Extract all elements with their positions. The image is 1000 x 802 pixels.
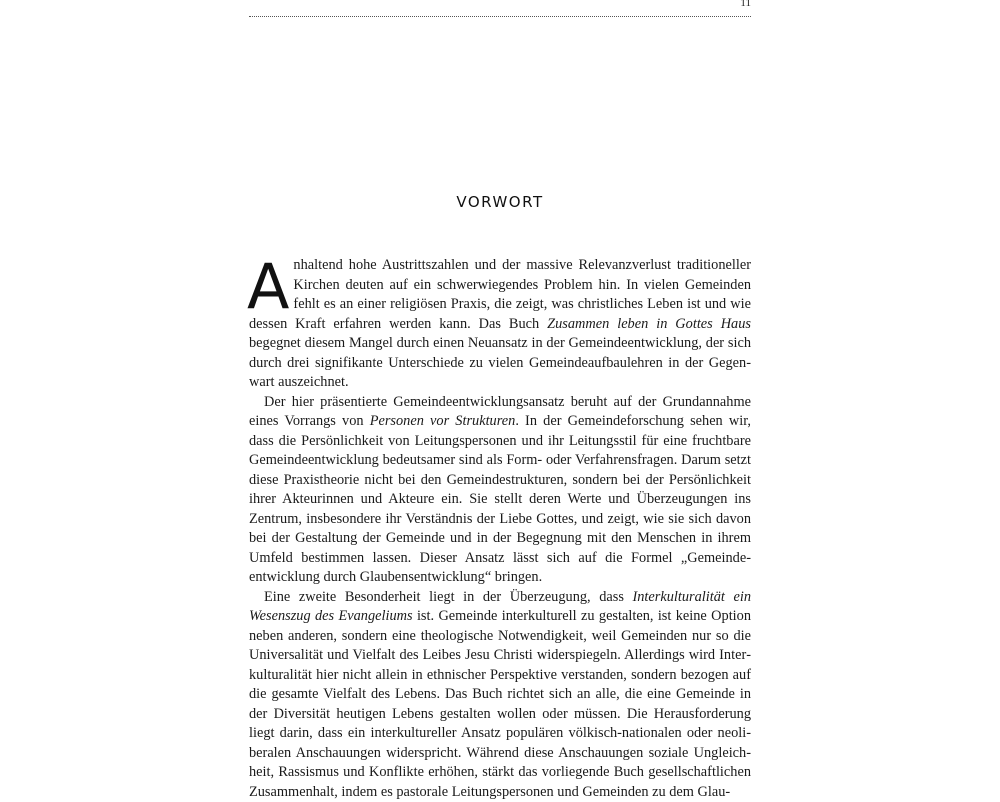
- paragraph-text: nhaltend hohe Austrittszahlen und der massive Relevanzverlust traditioneller Kirchen deuten auf ein schwerwiegendes Problem hin. In vielen Gemeinden fehlt es an einer religiösen Praxis, die zeigt, was christliches Leben ist und wie dessen Kraft erfahren werden kann. Das Buch: [249, 257, 751, 332]
- paragraph-2: [249, 393, 751, 588]
- paragraph-text: Eine zweite Besonderheit liegt in der Überzeugung, dass: [264, 589, 632, 605]
- paragraph-text: begegnet diesem Mangel durch einen Neuansatz in der Gemeindeentwicklung, der sich durch drei signifikante Unterschiede zu vielen Gemeindeaufbaulehren in der Gegenwart auszeichnet.: [249, 335, 751, 390]
- paragraph-3: [249, 588, 751, 802]
- book-title-emphasis: Zusammen leben in Gottes Haus: [547, 316, 751, 332]
- emphasis: Interkulturalität ein Wesenszug des Evangeliums: [249, 589, 751, 625]
- paragraph-text: Der hier präsentierte Gemeindeentwicklungsansatz beruht auf der Grundannahme eines Vorrangs von: [249, 394, 751, 430]
- drop-cap: A: [247, 262, 289, 312]
- chapter-title: VORWORT: [249, 193, 751, 211]
- body-text: [249, 256, 751, 802]
- paragraph-1: [249, 256, 751, 393]
- page-number: 11: [740, 0, 751, 9]
- paragraph-text: ist. Gemeinde interkulturell zu gestalten, ist keine Option neben anderen, sondern eine theologische Notwendigkeit, weil Gemeinden nur so die Universalität und Vielfalt des Leibes Jesu Christi widerspiegeln. Allerdings wird Interkulturalität hier nicht allein in ethnischer Perspektive verstanden, sondern bezogen auf die gesamte Vielfalt des Lebens. Das Buch richtet sich an alle, die eine Gemeinde in der Diversität heutigen Lebens gestalten wollen oder müssen. Die Herausforderung liegt darin, dass ein interkultureller Ansatz populären völkisch-nationalen oder neoliberalen Anschauungen widerspricht. Während diese Anschauungen soziale Ungleichheit, Rassismus und Konflikte erhöhen, stärkt das vorliegende Buch gesellschaftlichen Zusammenhalt, indem es pastorale Leitungspersonen und Gemeinden zu dem Glau-: [249, 608, 751, 800]
- emphasis: Personen vor Strukturen: [370, 413, 516, 429]
- paragraph-text: . In der Gemeindeforschung sehen wir, dass die Persönlichkeit von Leitungspersonen und ihr Leitungsstil für eine fruchtbare Gemeindeentwicklung bedeutsamer sind als Form- oder Verfahrensfragen. Darum setzt diese Praxistheorie nicht bei den Gemeindestrukturen, sondern bei der Persönlichkeit ihrer Akteurinnen und Akteure ein. Sie stellt deren Werte und Überzeugungen ins Zentrum, insbesondere ihr Verständnis der Liebe Gottes, und zeigt, wie sie sich davon bei der Gestaltung der Gemeinde und in der Begegnung mit den Menschen in ihrem Umfeld bestimmen lassen. Dieser Ansatz lässt sich auf die Formel „Gemeindeentwicklung durch Glaubensentwicklung“ bringen.: [249, 413, 751, 585]
- page-header: [249, 0, 751, 17]
